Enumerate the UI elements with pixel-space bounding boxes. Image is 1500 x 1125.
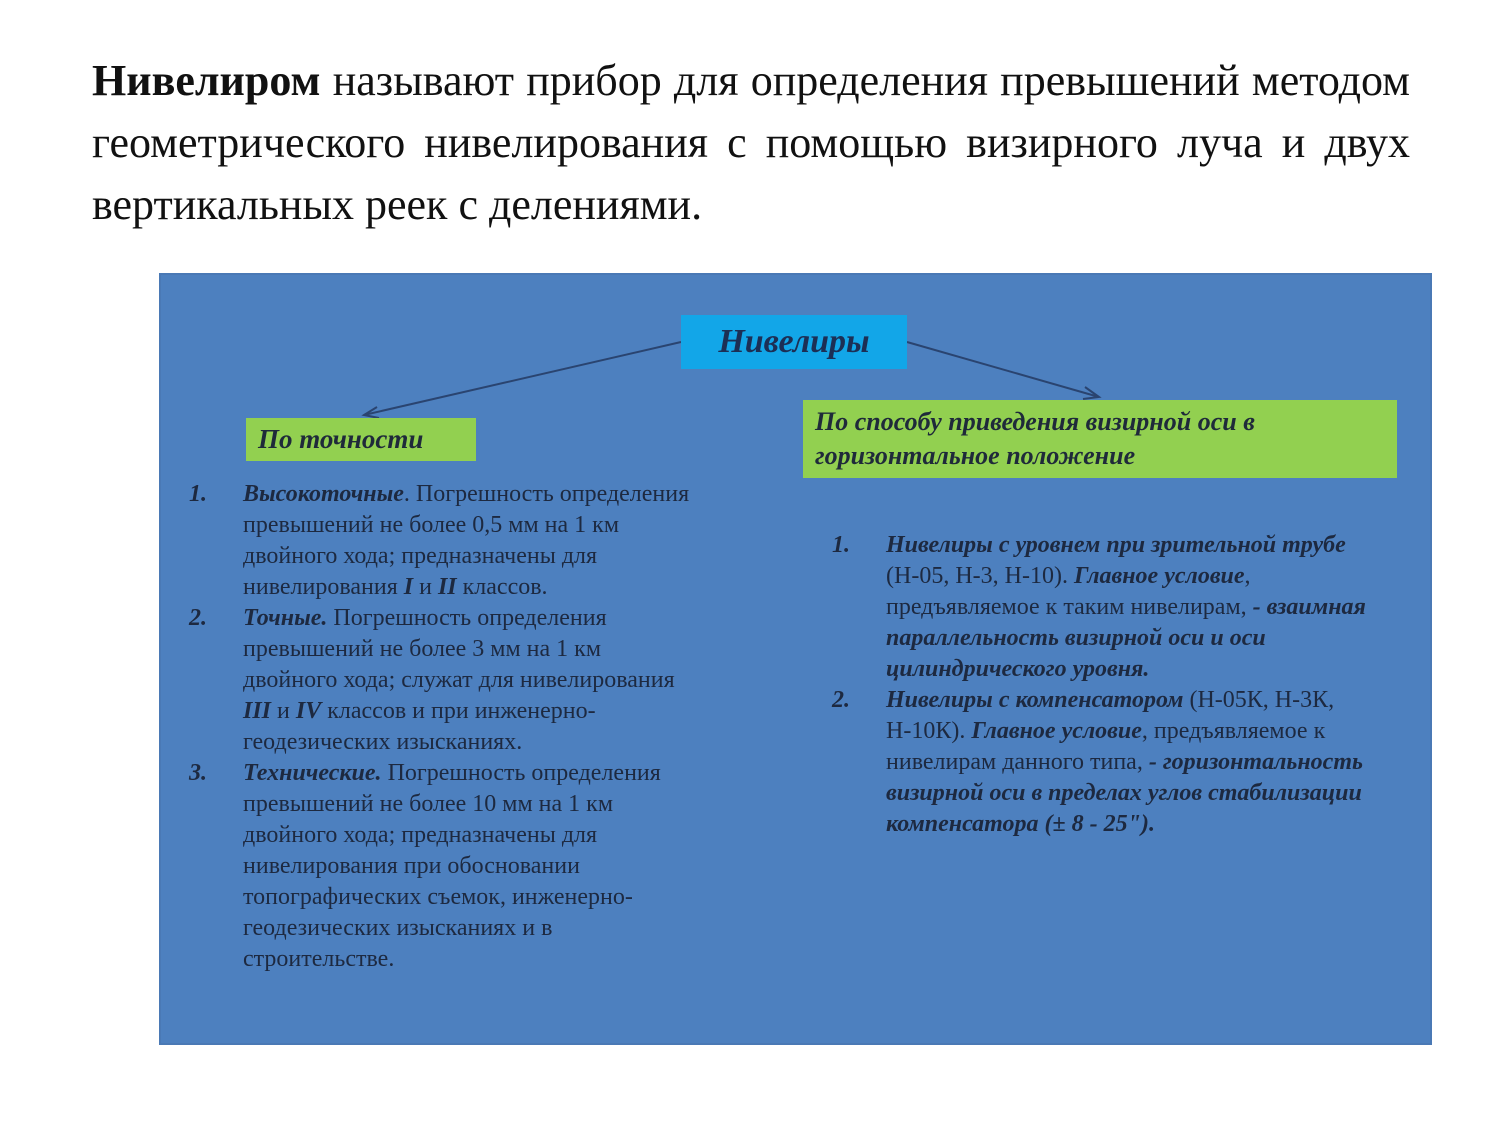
class-numeral: I (403, 574, 414, 600)
precision-list (189, 479, 699, 975)
item-number: 2. (832, 687, 850, 713)
item-text: классов и при инженерно-геодезических изысканиях. (243, 698, 596, 755)
item-text: классов. (456, 574, 548, 600)
list-item (189, 603, 699, 758)
item-text: Погрешность определения превышений не более 10 мм на 1 км двойного хода; предназначены для нивелирования при обосновании топографических съемок, инженерно-геодезических изысканиях и в строительстве. (243, 760, 661, 972)
item-number: 3. (189, 760, 207, 786)
intro-term: Нивелиром (92, 56, 321, 105)
root-node: Нивелиры (681, 315, 907, 369)
item-term: Нивелиры с компенсатором (886, 687, 1184, 713)
list-item (832, 685, 1372, 840)
category-precision: По точности (246, 418, 476, 461)
list-item (832, 530, 1372, 685)
item-condition: - взаимная параллельность визирной оси и оси цилиндрического уровня. (886, 594, 1366, 682)
class-numeral: II (437, 574, 457, 600)
axis-method-list (832, 530, 1372, 840)
item-number: 1. (189, 481, 207, 507)
item-condition: - горизонтальность визирной оси в пределах углов стабилизации компенсатора (± 8 - 25"). (886, 749, 1363, 837)
item-term: Технические. (243, 760, 382, 786)
item-condition-label: Главное условие (1073, 563, 1245, 589)
item-number: 2. (189, 605, 207, 631)
arrow-left (364, 342, 681, 415)
levels-diagram (159, 273, 1432, 1045)
item-term: Точные. (243, 605, 328, 631)
item-text: Погрешность определения превышений не более 3 мм на 1 км двойного хода; служат для нивелирования (243, 605, 675, 693)
arrow-right (907, 342, 1099, 397)
item-text: (Н-05, Н-3, Н-10). (886, 563, 1074, 589)
intro-text: называют прибор для определения превышений методом геометрического нивелирования с помощью визирного луча и двух вертикальных реек с делениями. (92, 56, 1410, 229)
item-text: и (413, 574, 438, 600)
item-text: . Погрешность определения превышений не более 0,5 мм на 1 км двойного хода; предназначены для нивелирования (243, 481, 690, 600)
category-axis-method: По способу приведения визирной оси в горизонтальное положение (803, 400, 1397, 478)
item-text: , предъявляемое к нивелирам данного типа, (886, 718, 1326, 775)
intro-paragraph (92, 50, 1410, 236)
list-item (189, 479, 699, 603)
item-number: 1. (832, 532, 850, 558)
class-numeral: IV (295, 698, 322, 724)
class-numeral: III (243, 698, 272, 724)
item-text: (Н-05К, Н-3К, Н-10К). (886, 687, 1335, 744)
item-term: Нивелиры с уровнем при зрительной трубе (886, 532, 1346, 558)
item-text: , предъявляемое к таким нивелирам, (886, 563, 1253, 620)
item-term: Высокоточные (243, 481, 404, 507)
list-item (189, 758, 699, 975)
item-condition-label: Главное условие (971, 718, 1142, 744)
item-text: и (271, 698, 296, 724)
